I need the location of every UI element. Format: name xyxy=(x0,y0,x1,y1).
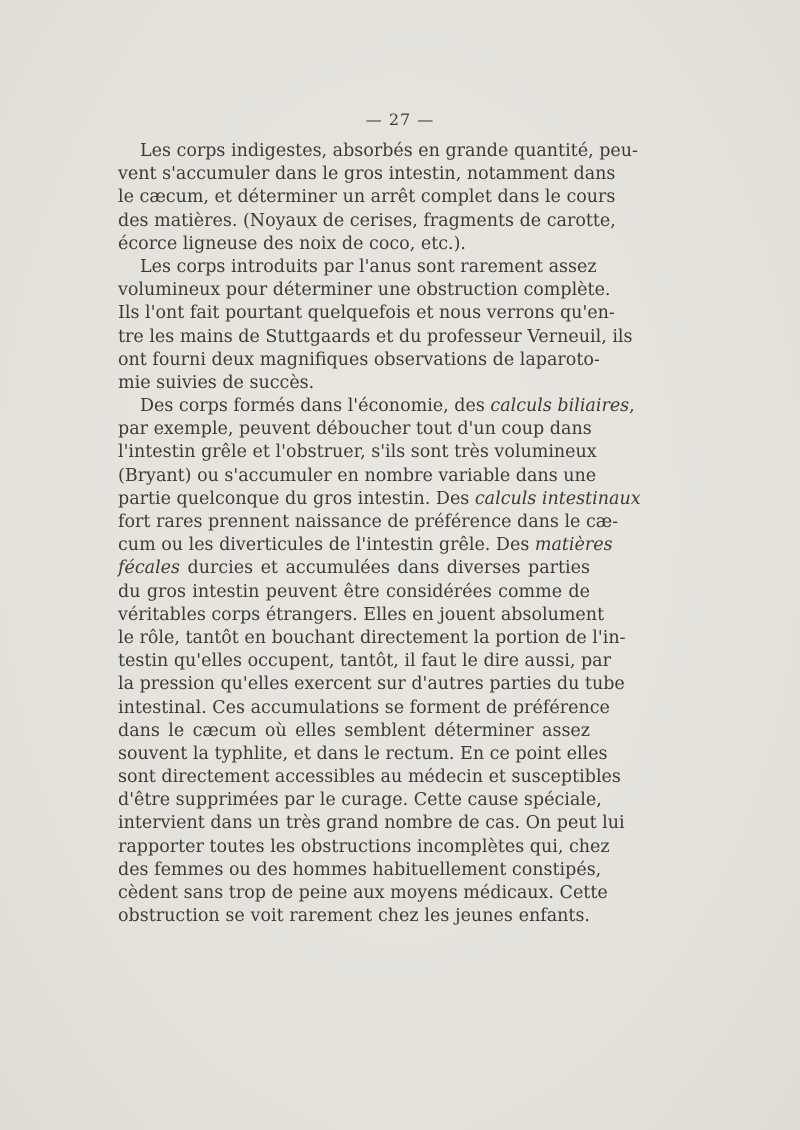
text-segment: mie suivies de succès. xyxy=(118,372,315,393)
text-segment: Des corps formés dans l'économie, des xyxy=(140,396,491,417)
text-segment: tre les mains de Stuttgaards et du professeur Verneuil, ils xyxy=(118,326,633,347)
text-line xyxy=(118,418,590,441)
italic-term: calculs intestinaux xyxy=(474,488,641,509)
text-line xyxy=(118,349,600,372)
italic-term: fécales xyxy=(118,558,181,579)
text-segment: testin qu'elles occupent, tantôt, il faut le dire aussi, par xyxy=(118,651,611,672)
text-line xyxy=(118,905,590,928)
text-line xyxy=(118,511,619,534)
text-segment: dans le cæcum où elles semblent déterminer assez xyxy=(118,720,590,741)
text-line xyxy=(118,673,625,696)
text-line xyxy=(118,233,590,256)
text-segment: le rôle, tantôt en bouchant directement la portion de l'in- xyxy=(118,627,626,648)
text-line xyxy=(118,812,625,835)
text-segment: , xyxy=(629,396,635,417)
text-line xyxy=(118,627,626,650)
text-line xyxy=(118,604,605,627)
text-segment: Les corps introduits par l'anus sont rarement assez xyxy=(140,256,597,277)
text-line xyxy=(118,720,590,743)
text-segment: par exemple, peuvent déboucher tout d'un coup dans xyxy=(118,419,592,440)
text-line xyxy=(118,859,602,882)
text-segment: fort rares prennent naissance de préférence dans le cæ- xyxy=(118,512,619,532)
text-line xyxy=(118,836,610,859)
text-line xyxy=(118,581,590,604)
text-segment: vent s'accumuler dans le gros intestin, notamment dans xyxy=(118,164,616,185)
text-line xyxy=(118,140,638,163)
text-line xyxy=(118,557,590,580)
italic-term: matières xyxy=(534,535,613,556)
text-segment: cèdent sans trop de peine aux moyens médicaux. Cette xyxy=(118,883,608,903)
text-line xyxy=(118,488,641,511)
italic-term: calculs biliaires xyxy=(490,396,630,417)
text-line xyxy=(118,186,616,209)
text-segment: intervient dans un très grand nombre de cas. On peut lui xyxy=(118,813,625,834)
text-segment: la pression qu'elles exercent sur d'autres parties du tube xyxy=(118,674,625,695)
text-segment: écorce ligneuse des noix de coco, etc.). xyxy=(118,233,466,254)
text-segment: Ils l'ont fait pourtant quelquefois et nous verrons qu'en- xyxy=(118,303,615,324)
text-segment: véritables corps étrangers. Elles en jouent absolument xyxy=(118,604,605,625)
text-line xyxy=(118,256,597,279)
text-line xyxy=(118,789,602,812)
text-line xyxy=(118,302,615,325)
text-line xyxy=(118,163,616,186)
text-segment: des femmes ou des hommes habituellement constipés, xyxy=(118,859,602,880)
text-segment: (Bryant) ou s'accumuler en nombre variable dans une xyxy=(118,465,597,486)
text-line xyxy=(118,441,597,464)
text-segment: l'intestin grêle et l'obstruer, s'ils sont très volumineux xyxy=(118,442,597,463)
text-segment: volumineux pour déterminer une obstruction complète. xyxy=(118,280,611,301)
text-segment: d'être supprimées par le curage. Cette cause spéciale, xyxy=(118,790,602,811)
text-line xyxy=(118,279,611,302)
text-line xyxy=(118,210,616,233)
text-line xyxy=(118,395,635,418)
text-segment: le cæcum, et déterminer un arrêt complet dans le cours xyxy=(118,187,616,208)
text-segment: ont fourni deux magnifiques observations de laparoto- xyxy=(118,349,600,370)
text-segment: intestinal. Ces accumulations se forment de préférence xyxy=(118,697,610,718)
text-segment: obstruction se voit rarement chez les jeunes enfants. xyxy=(118,906,590,927)
text-segment: rapporter toutes les obstructions incomplètes qui, chez xyxy=(118,836,610,857)
text-line xyxy=(118,326,633,349)
text-segment: cum ou les diverticules de l'intestin grêle. Des xyxy=(118,535,535,556)
text-line xyxy=(118,697,610,720)
text-line xyxy=(118,743,608,766)
text-segment: Les corps indigestes, absorbés en grande quantité, peu- xyxy=(140,141,638,161)
text-segment: souvent la typhlite, et dans le rectum. En ce point elles xyxy=(118,743,608,764)
text-segment: durcies et accumulées dans diverses parties xyxy=(180,558,590,579)
text-line xyxy=(118,766,621,789)
text-segment: du gros intestin peuvent être considérées comme de xyxy=(118,581,590,602)
text-line xyxy=(118,650,611,673)
text-line xyxy=(118,372,590,395)
text-segment: partie quelconque du gros intestin. Des xyxy=(118,488,475,509)
body-text xyxy=(118,140,641,928)
text-line xyxy=(118,465,597,488)
text-line xyxy=(118,882,608,905)
page-number: — 27 — xyxy=(365,110,435,129)
text-segment: sont directement accessibles au médecin et susceptibles xyxy=(118,767,621,788)
text-line xyxy=(118,534,613,557)
text-segment: des matières. (Noyaux de cerises, fragments de carotte, xyxy=(118,210,616,231)
